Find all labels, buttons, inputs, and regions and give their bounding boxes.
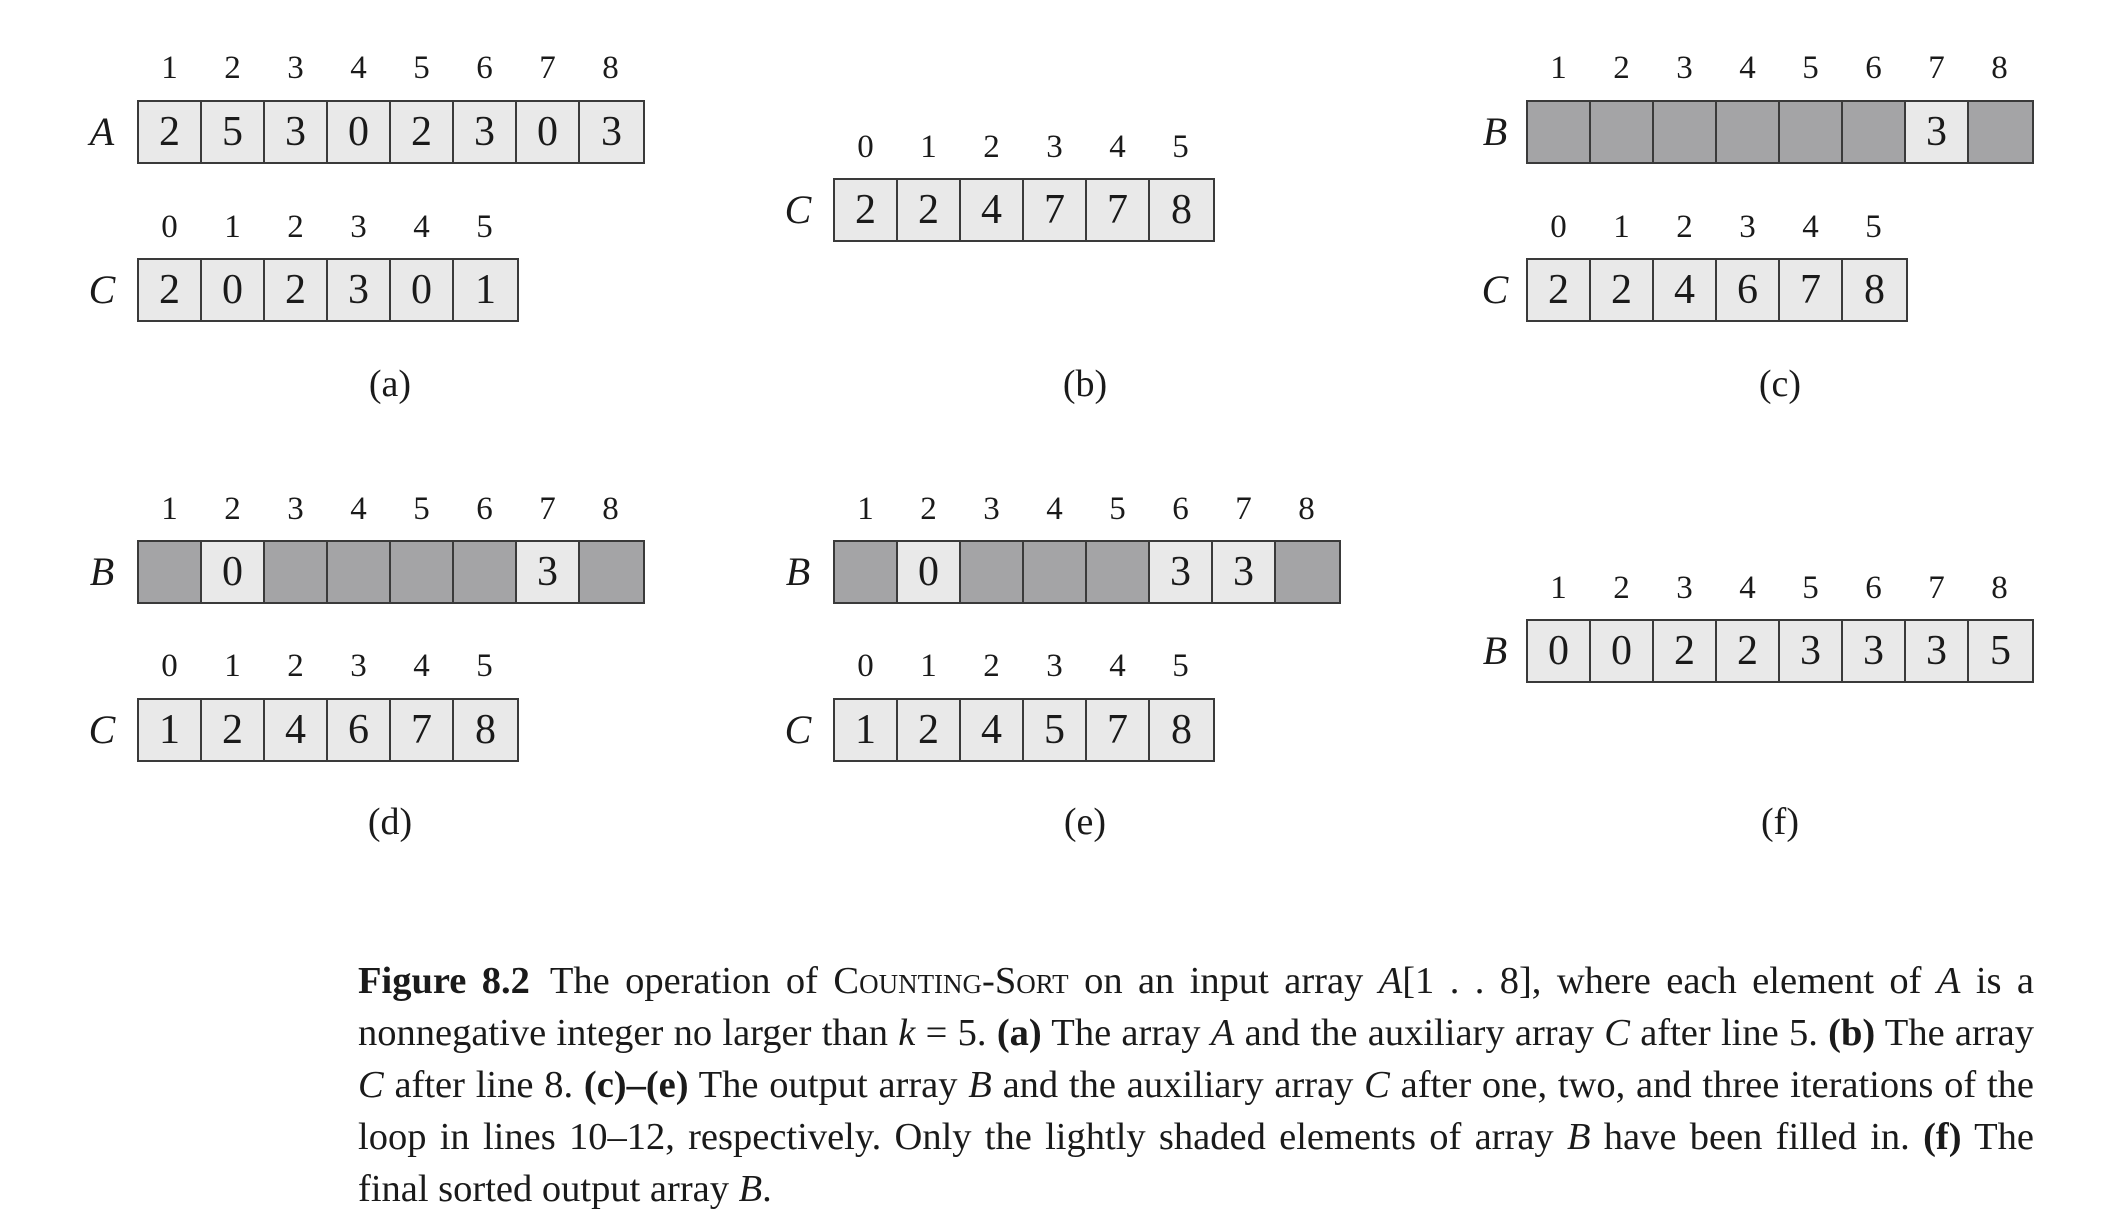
array-cell: 5	[202, 102, 265, 162]
array-index: 2	[983, 129, 1000, 165]
var-a: A	[1210, 1012, 1235, 1054]
array-cell: 7	[1780, 260, 1843, 320]
array-b-cells	[1526, 619, 2034, 683]
array-cell: 1	[139, 700, 202, 760]
array-c-label: C	[88, 267, 116, 312]
array-cell: 2	[391, 102, 454, 162]
array-cell: 1	[835, 700, 898, 760]
array-index: 6	[476, 491, 493, 527]
caption-text: The array	[1041, 1012, 1211, 1054]
array-index: 1	[920, 648, 937, 684]
array-index: 4	[350, 491, 367, 527]
array-cell: 3	[328, 260, 391, 320]
array-index: 2	[1676, 209, 1693, 245]
caption-text: The operation of	[549, 960, 834, 1002]
array-cell: 3	[580, 102, 643, 162]
array-index: 4	[1802, 209, 1819, 245]
array-index: 3	[287, 491, 304, 527]
array-cell: 0	[202, 542, 265, 602]
array-cell: 1	[454, 260, 517, 320]
var-b: B	[1566, 1116, 1591, 1158]
array-index: 7	[1928, 50, 1945, 86]
array-cell-empty	[1087, 542, 1150, 602]
array-index: 1	[224, 209, 241, 245]
array-index: 1	[224, 648, 241, 684]
array-cell: 2	[139, 102, 202, 162]
caption-text: on an input array	[1068, 960, 1379, 1002]
array-c-cells	[137, 698, 519, 762]
array-c-label: C	[784, 707, 812, 752]
array-index: 3	[1739, 209, 1756, 245]
array-index: 4	[1109, 129, 1126, 165]
array-index: 2	[224, 491, 241, 527]
array-index: 5	[476, 648, 493, 684]
array-index: 2	[287, 209, 304, 245]
panel-b-label: (b)	[1062, 363, 1108, 405]
array-index: 3	[1046, 129, 1063, 165]
array-index: 0	[161, 648, 178, 684]
array-cell-empty	[328, 542, 391, 602]
array-index: 0	[857, 648, 874, 684]
var-c: C	[1364, 1064, 1390, 1106]
array-cell-empty	[1969, 102, 2032, 162]
array-cell: 4	[265, 700, 328, 760]
array-cell: 0	[1591, 621, 1654, 681]
array-b-label: B	[1482, 109, 1508, 154]
array-index: 7	[1235, 491, 1252, 527]
array-cell: 2	[139, 260, 202, 320]
array-cell: 2	[1717, 621, 1780, 681]
array-cell: 3	[1843, 621, 1906, 681]
array-index: 6	[476, 50, 493, 86]
panel-d-label: (d)	[367, 801, 413, 843]
array-index: 2	[287, 648, 304, 684]
array-index: 3	[287, 50, 304, 86]
array-cell: 2	[835, 180, 898, 240]
part-label: (b)	[1828, 1012, 1876, 1054]
array-index: 1	[920, 129, 937, 165]
panel-a-label: (a)	[368, 363, 412, 405]
array-index: 4	[1739, 570, 1756, 606]
array-c-label: C	[88, 707, 116, 752]
array-cell-empty	[580, 542, 643, 602]
array-index: 1	[161, 50, 178, 86]
array-index: 7	[1928, 570, 1945, 606]
array-cell: 4	[961, 700, 1024, 760]
array-cell-empty	[391, 542, 454, 602]
array-index: 0	[1550, 209, 1567, 245]
part-label: (c)–(e)	[583, 1064, 689, 1106]
caption-text: after line 8.	[383, 1064, 584, 1106]
array-cell: 2	[898, 180, 961, 240]
array-cell: 0	[202, 260, 265, 320]
array-index: 6	[1172, 491, 1189, 527]
part-label: (f)	[1923, 1116, 1962, 1158]
array-index: 5	[1172, 129, 1189, 165]
array-cell: 7	[391, 700, 454, 760]
array-cell: 7	[1024, 180, 1087, 240]
array-index: 3	[983, 491, 1000, 527]
array-b-cells	[137, 540, 645, 604]
array-index: 3	[1676, 570, 1693, 606]
array-cell-empty	[1024, 542, 1087, 602]
array-index: 8	[1991, 50, 2008, 86]
array-c-cells	[1526, 258, 1908, 322]
array-index: 0	[857, 129, 874, 165]
var-b: B	[968, 1064, 992, 1106]
var-k: k	[898, 1012, 916, 1054]
array-cell-empty	[454, 542, 517, 602]
array-cell-empty	[139, 542, 202, 602]
caption-text: The output array	[688, 1064, 969, 1106]
array-index: 5	[1802, 570, 1819, 606]
array-index: 4	[413, 648, 430, 684]
array-cell: 3	[1906, 102, 1969, 162]
array-cell: 6	[1717, 260, 1780, 320]
array-c-cells	[137, 258, 519, 322]
array-index: 1	[161, 491, 178, 527]
caption-text: after one, two, and three iterations of the loop in lines 10–12, respectively. Only the lightly shaded elements of array	[358, 1064, 2034, 1158]
array-c-cells	[833, 698, 1215, 762]
caption-text: [1 . . 8], where each element of	[1402, 960, 1937, 1002]
array-index: 4	[1739, 50, 1756, 86]
array-cell: 0	[1528, 621, 1591, 681]
array-cell: 5	[1024, 700, 1087, 760]
array-index: 3	[350, 648, 367, 684]
array-index: 8	[602, 491, 619, 527]
array-cell-empty	[835, 542, 898, 602]
array-cell: 5	[1969, 621, 2032, 681]
array-cell-empty	[1654, 102, 1717, 162]
array-cell: 0	[517, 102, 580, 162]
var-a: A	[1378, 960, 1403, 1002]
array-b-label: B	[785, 549, 811, 594]
array-index: 4	[350, 50, 367, 86]
figure-number: Figure 8.2	[358, 960, 530, 1002]
array-index: 5	[1802, 50, 1819, 86]
array-index: 2	[983, 648, 1000, 684]
array-index: 0	[161, 209, 178, 245]
array-index: 3	[1046, 648, 1063, 684]
array-index: 8	[1991, 570, 2008, 606]
array-b-label: B	[89, 549, 115, 594]
figure-caption	[358, 955, 2034, 1215]
array-index: 5	[413, 50, 430, 86]
var-c: C	[358, 1064, 384, 1106]
array-cell: 3	[517, 542, 580, 602]
caption-text: The array	[1875, 1012, 2035, 1054]
array-c-label: C	[784, 187, 812, 232]
caption-text: and the auxiliary array	[1234, 1012, 1605, 1054]
var-a: A	[1936, 960, 1961, 1002]
array-cell: 3	[1213, 542, 1276, 602]
array-index: 3	[1676, 50, 1693, 86]
array-cell: 8	[454, 700, 517, 760]
array-b-cells	[1526, 100, 2034, 164]
array-cell: 3	[1150, 542, 1213, 602]
array-index: 4	[1109, 648, 1126, 684]
caption-text: = 5.	[915, 1012, 997, 1054]
caption-text: .	[762, 1168, 772, 1210]
array-cell: 2	[1528, 260, 1591, 320]
array-cell: 3	[454, 102, 517, 162]
array-index: 6	[1865, 570, 1882, 606]
array-index: 8	[602, 50, 619, 86]
array-index: 2	[920, 491, 937, 527]
caption-text: and the auxiliary array	[991, 1064, 1365, 1106]
caption-text: The final sorted output array	[358, 1116, 2034, 1210]
array-index: 1	[857, 491, 874, 527]
array-index: 2	[224, 50, 241, 86]
array-cell-empty	[265, 542, 328, 602]
array-cell: 0	[391, 260, 454, 320]
array-a-label: A	[89, 109, 115, 154]
array-a-cells	[137, 100, 645, 164]
array-index: 7	[539, 491, 556, 527]
array-cell: 8	[1843, 260, 1906, 320]
panel-e-label: (e)	[1063, 801, 1107, 843]
part-label: (a)	[996, 1012, 1042, 1054]
array-cell-empty	[1528, 102, 1591, 162]
array-cell: 3	[1780, 621, 1843, 681]
procedure-name: Counting-Sort	[833, 960, 1069, 1002]
array-cell: 3	[265, 102, 328, 162]
array-cell: 8	[1150, 180, 1213, 240]
array-cell: 8	[1150, 700, 1213, 760]
array-index: 6	[1865, 50, 1882, 86]
array-index: 5	[1172, 648, 1189, 684]
array-index: 8	[1298, 491, 1315, 527]
array-cell: 4	[961, 180, 1024, 240]
array-b-cells	[833, 540, 1341, 604]
array-index: 2	[1613, 50, 1630, 86]
var-b: B	[738, 1168, 763, 1210]
array-cell: 6	[328, 700, 391, 760]
array-index: 5	[1865, 209, 1882, 245]
array-cell: 0	[328, 102, 391, 162]
array-index: 1	[1613, 209, 1630, 245]
array-cell: 7	[1087, 180, 1150, 240]
array-index: 5	[1109, 491, 1126, 527]
caption-text: have been filled in.	[1590, 1116, 1924, 1158]
var-c: C	[1604, 1012, 1630, 1054]
panel-f-label: (f)	[1761, 801, 1799, 843]
array-cell: 2	[265, 260, 328, 320]
array-cell-empty	[1276, 542, 1339, 602]
array-cell: 7	[1087, 700, 1150, 760]
array-index: 5	[413, 491, 430, 527]
array-index: 2	[1613, 570, 1630, 606]
array-index: 5	[476, 209, 493, 245]
array-cell-empty	[1780, 102, 1843, 162]
array-cell: 2	[1591, 260, 1654, 320]
array-cell: 2	[202, 700, 265, 760]
array-index: 3	[350, 209, 367, 245]
panel-c-label: (c)	[1758, 363, 1802, 405]
array-index: 1	[1550, 50, 1567, 86]
array-cell: 2	[898, 700, 961, 760]
caption-text: after line 5.	[1629, 1012, 1829, 1054]
array-cell: 2	[1654, 621, 1717, 681]
array-index: 1	[1550, 570, 1567, 606]
array-cell-empty	[1717, 102, 1780, 162]
caption-text: is a nonnegative integer no larger than	[358, 960, 2034, 1054]
array-c-cells	[833, 178, 1215, 242]
array-cell-empty	[1843, 102, 1906, 162]
array-c-label: C	[1481, 267, 1509, 312]
array-index: 4	[413, 209, 430, 245]
array-cell-empty	[961, 542, 1024, 602]
array-index: 7	[539, 50, 556, 86]
array-b-label: B	[1482, 628, 1508, 673]
array-cell: 3	[1906, 621, 1969, 681]
array-index: 4	[1046, 491, 1063, 527]
array-cell-empty	[1591, 102, 1654, 162]
array-cell: 4	[1654, 260, 1717, 320]
array-cell: 0	[898, 542, 961, 602]
